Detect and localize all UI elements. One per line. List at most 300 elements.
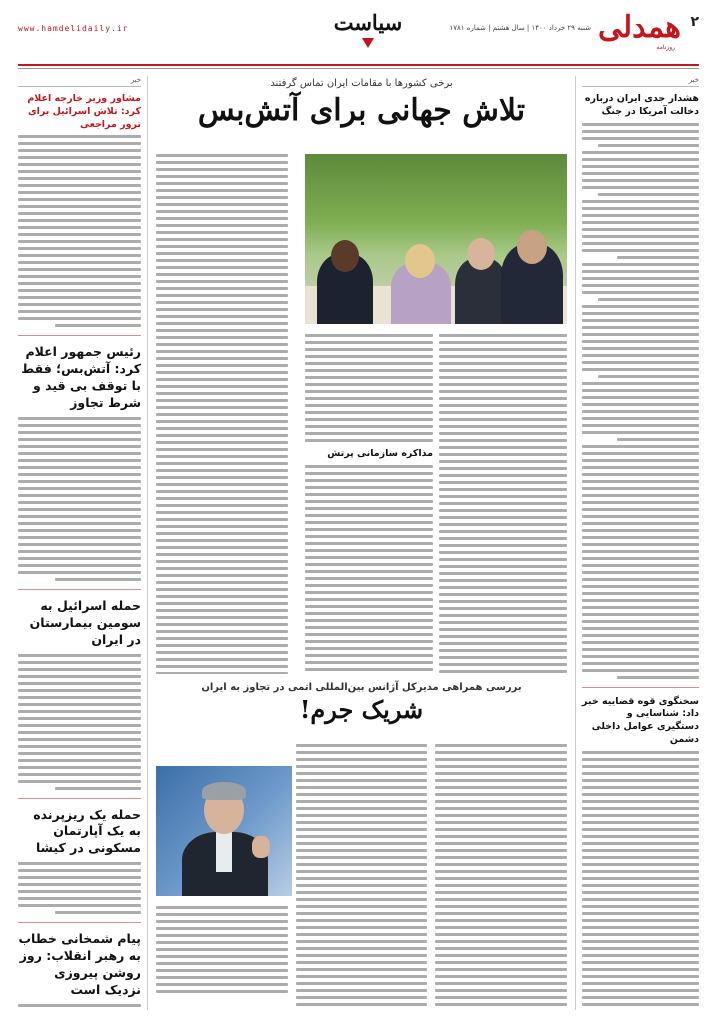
- text-line: [156, 448, 288, 451]
- text-line: [305, 605, 433, 608]
- text-line: [439, 579, 567, 582]
- text-line: [305, 411, 433, 414]
- text-line: [156, 301, 288, 304]
- text-line: [617, 676, 699, 679]
- text-line: [582, 277, 699, 280]
- story-separator: [18, 922, 141, 923]
- text-line: [305, 549, 433, 552]
- text-line: [582, 849, 699, 852]
- text-line: [18, 703, 141, 706]
- text-line: [582, 396, 699, 399]
- text-line: [435, 905, 567, 908]
- text-line: [18, 445, 141, 448]
- text-line: [156, 434, 288, 437]
- text-line: [439, 614, 567, 617]
- text-line: [18, 897, 141, 900]
- text-line: [439, 656, 567, 659]
- text-line: [156, 574, 288, 577]
- text-line: [439, 551, 567, 554]
- text-line: [439, 460, 567, 463]
- text-line: [582, 228, 699, 231]
- text-line: [439, 670, 567, 673]
- person-head: [467, 238, 495, 270]
- text-line: [156, 941, 288, 944]
- text-line: [582, 347, 699, 350]
- text-line: [156, 168, 288, 171]
- text-line: [156, 378, 288, 381]
- text-line: [156, 210, 288, 213]
- text-line: [582, 179, 699, 182]
- text-line: [156, 189, 288, 192]
- story-body: [435, 744, 567, 1010]
- text-line: [296, 989, 428, 992]
- text-line: [435, 814, 567, 817]
- text-line: [296, 877, 428, 880]
- text-line: [582, 522, 699, 525]
- story-body: [18, 862, 141, 914]
- story-title: هشدار جدی ایران درباره دخالت آمریکا در جنگ: [584, 93, 699, 117]
- text-line: [296, 961, 428, 964]
- text-line: [156, 658, 288, 661]
- text-line: [156, 357, 288, 360]
- text-line: [582, 480, 699, 483]
- text-line: [296, 786, 428, 789]
- text-line: [582, 613, 699, 616]
- text-line: [439, 453, 567, 456]
- text-line: [582, 501, 699, 504]
- text-line: [156, 623, 288, 626]
- text-line: [156, 399, 288, 402]
- text-line: [156, 651, 288, 654]
- text-line: [156, 672, 288, 674]
- text-line: [439, 418, 567, 421]
- text-line: [296, 919, 428, 922]
- text-line: [435, 779, 567, 782]
- text-line: [156, 196, 288, 199]
- text-line: [435, 807, 567, 810]
- text-line: [582, 989, 699, 992]
- text-line: [582, 235, 699, 238]
- text-line: [435, 940, 567, 943]
- issue-info: شنبه ۲۹ خرداد ۱۴۰۰ | سال هشتم | شماره ۱۷۸۱: [449, 24, 591, 32]
- text-line: [18, 163, 141, 166]
- text-line: [296, 912, 428, 915]
- text-line: [582, 494, 699, 497]
- text-line: [18, 233, 141, 236]
- text-line: [18, 177, 141, 180]
- text-line: [582, 214, 699, 217]
- story-body: [582, 751, 699, 1010]
- text-line: [582, 151, 699, 154]
- text-line: [305, 528, 433, 531]
- story-body: [296, 744, 428, 1010]
- text-line: [305, 542, 433, 545]
- text-line: [439, 341, 567, 344]
- text-line: [439, 586, 567, 589]
- text-line: [156, 948, 288, 951]
- text-line: [439, 495, 567, 498]
- text-line: [156, 581, 288, 584]
- text-line: [598, 298, 699, 301]
- text-line: [156, 385, 288, 388]
- text-line: [582, 361, 699, 364]
- text-line: [582, 473, 699, 476]
- text-line: [156, 504, 288, 507]
- text-line: [296, 891, 428, 894]
- text-line: [582, 821, 699, 824]
- text-line: [296, 940, 428, 943]
- text-line: [18, 198, 141, 201]
- text-line: [582, 445, 699, 448]
- text-line: [435, 758, 567, 761]
- text-line: [18, 759, 141, 762]
- text-line: [582, 137, 699, 140]
- text-line: [582, 807, 699, 810]
- text-line: [156, 308, 288, 311]
- text-line: [305, 425, 433, 428]
- text-line: [156, 413, 288, 416]
- text-line: [439, 488, 567, 491]
- text-line: [156, 343, 288, 346]
- story-title: سخنگوی قوه قضاییه خبر داد: شناسایی و دستگیری عوامل داخلی دشمن: [582, 695, 699, 746]
- person-head: [331, 240, 359, 272]
- text-line: [439, 474, 567, 477]
- text-line: [582, 842, 699, 845]
- logo-subtitle: روزنامه: [656, 44, 675, 51]
- story-title: حمله اسرائیل به سومین بیمارستان در ایران: [29, 597, 141, 647]
- text-line: [582, 793, 699, 796]
- text-line: [582, 368, 699, 371]
- text-line: [435, 919, 567, 922]
- text-line: [582, 578, 699, 581]
- text-line: [296, 856, 428, 859]
- text-line: [582, 641, 699, 644]
- text-line: [296, 849, 428, 852]
- text-line: [156, 273, 288, 276]
- text-line: [156, 906, 288, 909]
- text-line: [18, 557, 141, 560]
- text-line: [296, 835, 428, 838]
- text-line: [582, 620, 699, 623]
- story-title: پیام شمخانی خطاب به رهبر انقلاب: روز روشن پیروزی نزدیک است: [18, 931, 141, 997]
- hair-shape: [202, 782, 246, 800]
- text-line: [439, 607, 567, 610]
- column-tag: خبر: [582, 76, 699, 87]
- text-line: [156, 497, 288, 500]
- text-line: [582, 431, 699, 434]
- text-line: [582, 165, 699, 168]
- story-subhead: مذاکره سازمانی پرتش: [327, 448, 433, 459]
- text-line: [582, 242, 699, 245]
- text-line: [296, 821, 428, 824]
- text-line: [18, 212, 141, 215]
- text-line: [617, 438, 699, 441]
- text-line: [305, 619, 433, 622]
- text-line: [582, 270, 699, 273]
- text-line: [18, 424, 141, 427]
- text-line: [305, 390, 433, 393]
- text-line: [156, 462, 288, 465]
- text-line: [582, 284, 699, 287]
- text-line: [582, 898, 699, 901]
- text-line: [18, 170, 141, 173]
- text-line: [296, 779, 428, 782]
- text-line: [296, 758, 428, 761]
- text-line: [582, 123, 699, 126]
- text-line: [18, 710, 141, 713]
- text-line: [156, 392, 288, 395]
- text-line: [582, 891, 699, 894]
- text-line: [18, 904, 141, 907]
- text-line: [18, 780, 141, 783]
- text-line: [582, 354, 699, 357]
- text-line: [439, 432, 567, 435]
- text-line: [156, 350, 288, 353]
- text-line: [435, 884, 567, 887]
- text-line: [439, 600, 567, 603]
- text-line: [156, 280, 288, 283]
- person-head: [405, 244, 435, 278]
- text-line: [582, 779, 699, 782]
- text-line: [296, 898, 428, 901]
- text-line: [18, 564, 141, 567]
- text-line: [305, 376, 433, 379]
- text-line: [582, 186, 699, 189]
- text-line: [582, 870, 699, 873]
- text-line: [435, 870, 567, 873]
- text-line: [305, 584, 433, 587]
- text-line: [582, 655, 699, 658]
- text-line: [18, 142, 141, 145]
- text-line: [582, 207, 699, 210]
- text-line: [582, 828, 699, 831]
- story-body: [18, 135, 141, 327]
- text-line: [156, 539, 288, 542]
- text-line: [18, 752, 141, 755]
- diplomats-meeting-photo: [305, 154, 567, 324]
- text-line: [439, 537, 567, 540]
- text-line: [296, 1003, 428, 1006]
- text-line: [305, 404, 433, 407]
- text-line: [156, 588, 288, 591]
- text-line: [439, 544, 567, 547]
- text-line: [439, 390, 567, 393]
- text-line: [582, 508, 699, 511]
- text-line: [305, 633, 433, 636]
- text-line: [156, 920, 288, 923]
- text-line: [156, 364, 288, 367]
- text-line: [156, 644, 288, 647]
- text-line: [296, 772, 428, 775]
- text-line: [582, 765, 699, 768]
- page-header: [18, 10, 699, 60]
- text-line: [305, 362, 433, 365]
- text-line: [156, 322, 288, 325]
- text-line: [18, 682, 141, 685]
- story-title: رئیس جمهور اعلام کرد: آتش‌بس؛ فقط با توقف بی قید و شرط تجاوز: [21, 344, 141, 411]
- text-line: [156, 427, 288, 430]
- text-line: [18, 156, 141, 159]
- text-line: [305, 334, 433, 337]
- text-line: [439, 439, 567, 442]
- secondary-headline: شریک جرم!: [299, 695, 424, 724]
- text-line: [296, 954, 428, 957]
- text-line: [582, 968, 699, 971]
- text-line: [156, 553, 288, 556]
- text-line: [439, 642, 567, 645]
- story-body: [439, 334, 567, 674]
- text-line: [305, 556, 433, 559]
- text-line: [305, 535, 433, 538]
- text-line: [156, 969, 288, 972]
- text-line: [582, 592, 699, 595]
- text-line: [18, 191, 141, 194]
- text-line: [582, 515, 699, 518]
- text-line: [305, 486, 433, 489]
- text-line: [582, 417, 699, 420]
- text-line: [305, 479, 433, 482]
- text-line: [582, 564, 699, 567]
- text-line: [18, 459, 141, 462]
- main-column: [156, 76, 567, 1010]
- text-line: [439, 635, 567, 638]
- text-line: [156, 294, 288, 297]
- text-line: [439, 481, 567, 484]
- text-line: [18, 654, 141, 657]
- text-line: [617, 256, 699, 259]
- text-line: [156, 224, 288, 227]
- text-line: [156, 511, 288, 514]
- text-line: [435, 982, 567, 985]
- text-line: [18, 303, 141, 306]
- text-line: [582, 487, 699, 490]
- text-line: [18, 1004, 141, 1007]
- text-line: [582, 669, 699, 672]
- text-line: [156, 315, 288, 318]
- text-line: [582, 814, 699, 817]
- text-line: [582, 410, 699, 413]
- text-line: [305, 598, 433, 601]
- text-line: [598, 375, 699, 378]
- text-line: [582, 599, 699, 602]
- lead-story-column: [156, 154, 288, 674]
- text-line: [296, 926, 428, 929]
- text-line: [18, 480, 141, 483]
- text-line: [305, 507, 433, 510]
- text-line: [305, 348, 433, 351]
- text-line: [18, 219, 141, 222]
- story-body: [18, 654, 141, 790]
- text-line: [582, 459, 699, 462]
- text-line: [18, 668, 141, 671]
- text-line: [582, 996, 699, 999]
- text-line: [582, 961, 699, 964]
- text-line: [18, 240, 141, 243]
- text-line: [305, 563, 433, 566]
- text-line: [156, 913, 288, 916]
- text-line: [18, 731, 141, 734]
- text-line: [296, 842, 428, 845]
- text-line: [582, 319, 699, 322]
- text-line: [582, 975, 699, 978]
- text-line: [435, 989, 567, 992]
- text-line: [439, 369, 567, 372]
- text-line: [18, 473, 141, 476]
- text-line: [305, 654, 433, 657]
- text-line: [305, 570, 433, 573]
- text-line: [435, 947, 567, 950]
- header-rule-thin: [18, 68, 699, 69]
- text-line: [582, 954, 699, 957]
- text-line: [18, 501, 141, 504]
- text-line: [582, 627, 699, 630]
- text-line: [582, 403, 699, 406]
- text-line: [296, 884, 428, 887]
- text-line: [435, 961, 567, 964]
- text-line: [582, 466, 699, 469]
- text-line: [582, 884, 699, 887]
- text-line: [582, 263, 699, 266]
- text-line: [18, 268, 141, 271]
- text-line: [439, 411, 567, 414]
- shirt-shape: [216, 832, 232, 872]
- text-line: [156, 469, 288, 472]
- text-line: [305, 668, 433, 671]
- text-line: [582, 200, 699, 203]
- text-line: [156, 336, 288, 339]
- text-line: [435, 821, 567, 824]
- text-line: [18, 890, 141, 893]
- text-line: [156, 238, 288, 241]
- right-column: [575, 76, 699, 1010]
- text-line: [18, 724, 141, 727]
- text-line: [582, 856, 699, 859]
- text-line: [18, 508, 141, 511]
- text-line: [305, 383, 433, 386]
- story-body: [305, 334, 433, 674]
- text-line: [582, 557, 699, 560]
- text-line: [296, 975, 428, 978]
- text-line: [439, 425, 567, 428]
- text-line: [18, 571, 141, 574]
- text-line: [156, 161, 288, 164]
- text-line: [156, 476, 288, 479]
- text-line: [439, 404, 567, 407]
- text-line: [582, 933, 699, 936]
- text-line: [435, 968, 567, 971]
- text-line: [305, 397, 433, 400]
- text-line: [156, 203, 288, 206]
- text-line: [305, 341, 433, 344]
- text-line: [156, 602, 288, 605]
- text-line: [305, 661, 433, 664]
- text-line: [439, 572, 567, 575]
- text-line: [18, 529, 141, 532]
- text-line: [439, 362, 567, 365]
- text-line: [582, 863, 699, 866]
- text-line: [305, 472, 433, 475]
- text-line: [156, 441, 288, 444]
- text-line: [18, 515, 141, 518]
- text-line: [305, 418, 433, 421]
- text-line: [18, 275, 141, 278]
- text-line: [156, 420, 288, 423]
- text-line: [18, 296, 141, 299]
- text-line: [18, 438, 141, 441]
- website-url[interactable]: www.hamdelidaily.ir: [18, 24, 129, 33]
- text-line: [55, 578, 141, 581]
- text-line: [18, 675, 141, 678]
